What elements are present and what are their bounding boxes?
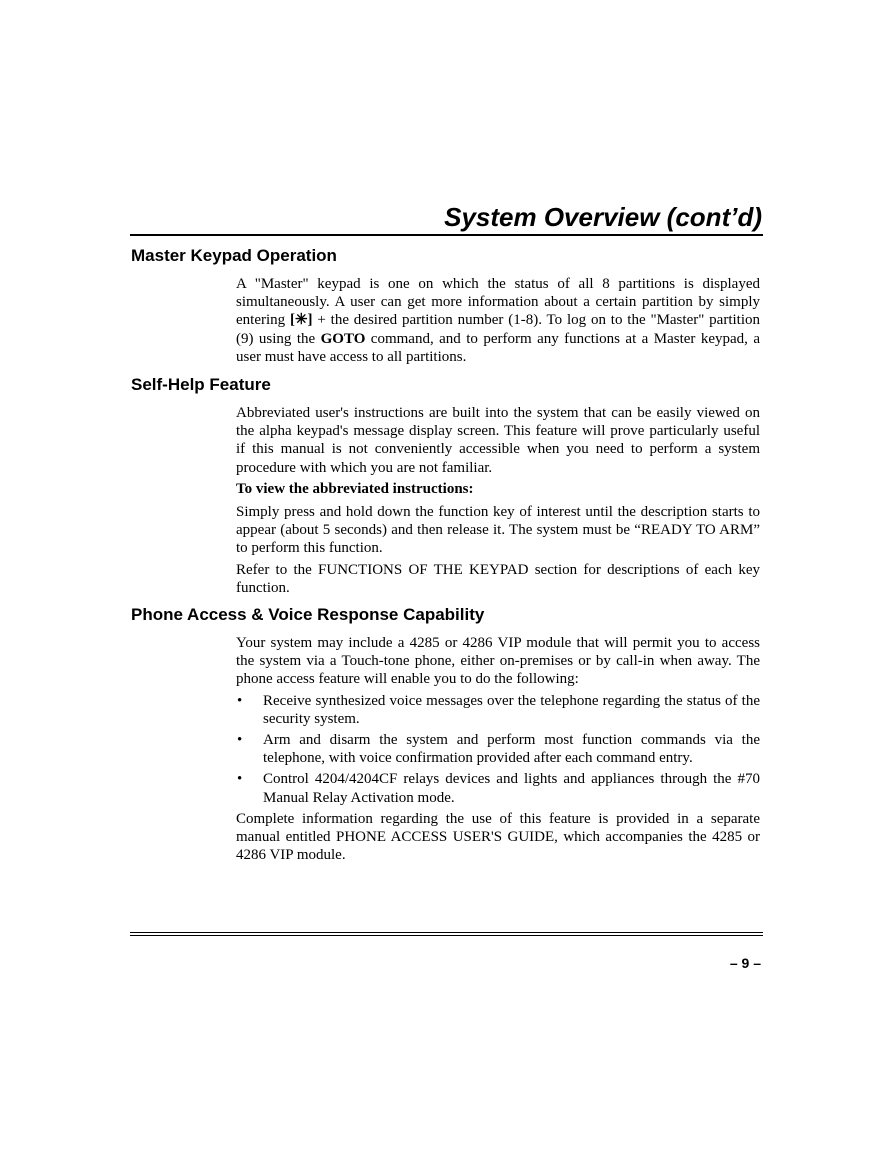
goto-command: GOTO [320, 330, 366, 347]
star-key: [✳] [289, 312, 313, 329]
self-help-reference: Refer to the FUNCTIONS OF THE KEYPAD section for descriptions of each key function. [236, 561, 760, 596]
title-rule [130, 234, 763, 236]
phone-access-closing: Complete information regarding the use of this feature is provided in a separate manual entitled PHONE ACCESS USER'S GUIDE, which accompanies the 4285 or 4286 VIP module. [236, 810, 760, 864]
footer-rule-top [130, 932, 763, 933]
subheading-text: To view the abbreviated instructions: [236, 480, 474, 497]
section-body-phone-access [236, 634, 760, 864]
phone-access-intro: Your system may include a 4285 or 4286 VIP module that will permit you to access the system via a Touch-tone phone, either on-premises or by call-in when away. The phone access feature will enable you to do the following: [236, 635, 760, 688]
bullet-icon: • [237, 692, 243, 709]
text-run: A "Master" keypad is one on which the status of all 8 partitions is displayed simultaneously. A user can get more information about a certain partition by simply entering [236, 276, 760, 329]
section-heading-phone-access: Phone Access & Voice Response Capability [131, 605, 485, 624]
self-help-paragraph: Abbreviated user's instructions are built into the system that can be easily viewed on the alpha keypad's message display screen. This feature will prove particularly useful if this manual is not conveniently accessible when you need to perform a system procedure with which you are not familiar. [236, 405, 760, 476]
section-heading-master-keypad: Master Keypad Operation [131, 246, 337, 265]
list-item-text: Control 4204/4204CF relays devices and lights and appliances through the #70 Manual Relay Activation mode. [263, 771, 760, 806]
self-help-instructions: Simply press and hold down the function key of interest until the description starts to appear (about 5 seconds) and then release it. The system must be “READY TO ARM” to perform this function. [236, 504, 760, 557]
master-keypad-paragraph [236, 275, 760, 366]
page-number: – 9 – [729, 955, 761, 971]
section-heading-self-help: Self-Help Feature [131, 375, 271, 394]
text-run: command, and to perform any functions at a Master keypad, a user must have access to all partitions. [236, 330, 760, 365]
bullet-icon: • [237, 771, 243, 788]
phone-access-feature-list [236, 692, 760, 807]
list-item [236, 692, 760, 728]
text-run: + the desired partition number (1-8). To log on to the "Master" partition (9) using the [236, 312, 760, 347]
list-item-text: Receive synthesized voice messages over the telephone regarding the status of the security system. [263, 692, 760, 727]
list-item [236, 731, 760, 767]
section-body-master-keypad [236, 275, 760, 366]
section-body-self-help [236, 404, 760, 597]
page-title: System Overview (cont’d) [444, 202, 762, 232]
list-item [236, 770, 760, 806]
self-help-subheading [236, 480, 760, 498]
bullet-icon: • [237, 732, 243, 749]
footer-rule-bottom [130, 935, 763, 936]
list-item-text: Arm and disarm the system and perform most function commands via the telephone, with voice confirmation provided after each command entry. [263, 732, 760, 767]
